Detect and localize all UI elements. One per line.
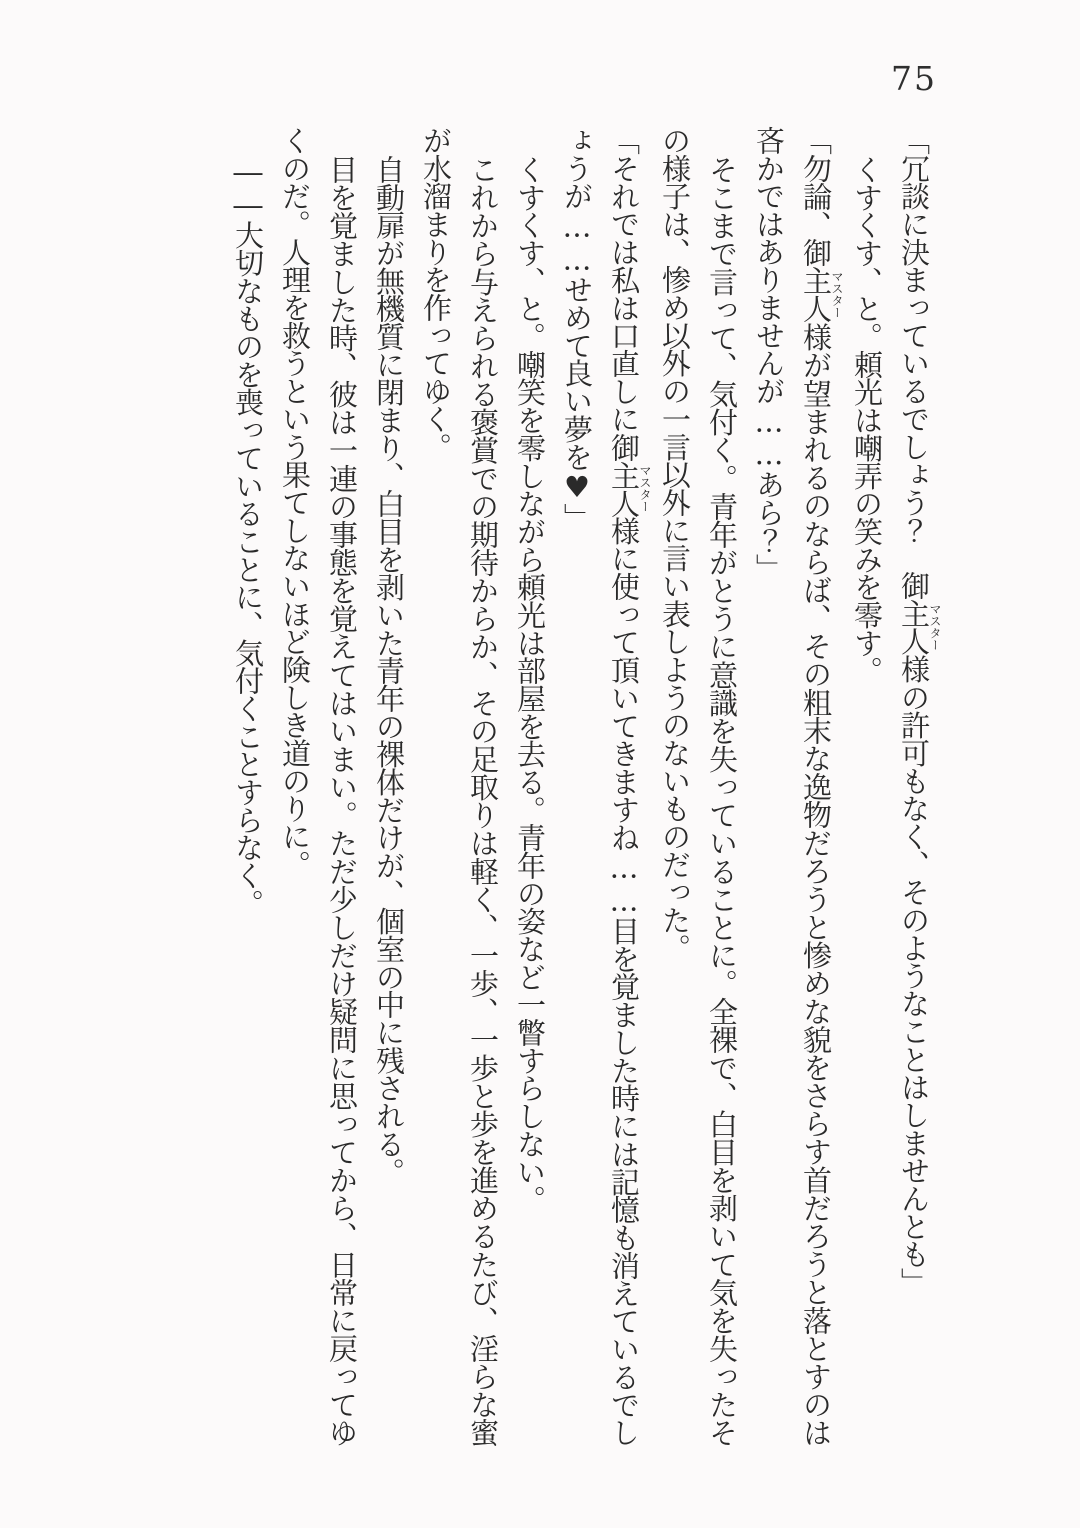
paragraph: くすくす、と。頼光は嘲弄の笑みを零す。	[850, 155, 884, 684]
page-number: 75	[891, 59, 937, 98]
paragraph: くすくす、と。嘲笑を零しながら頼光は部屋を去る。青年の姿など一瞥すらしない。	[513, 155, 547, 1213]
paragraph: 目を覚ました時、彼は一連の事態を覚えてはいまい。ただ少しだけ疑問に思ってから、日常に戻ってゆくのだ。人理を救うという果てしないほど険しき道のりに。	[278, 126, 359, 1446]
ruby-annotated-word: 御主人様マスター	[897, 571, 942, 683]
body-text	[224, 126, 941, 1446]
ruby-annotated-word: 御主人様マスター	[607, 432, 652, 545]
paragraph: 「冗談に決まっているでしょう？ 御主人様マスターの許可もなく、そのようなことはしませんとも」	[897, 126, 942, 1296]
paragraph: そこまで言って、気付く。青年がとうに意識を失っていることに。全裸で、白目を剥いて気を失ったその様子は、惨め以外の一言以外に言い表しようのないものだった。	[658, 126, 739, 1446]
paragraph: 「勿論、御主人様マスターが望まれるのならば、その粗末な逸物だろうと惨めな貌をさらす首だろうと落とすのは吝かではありませんが……あら？」	[752, 126, 844, 1446]
ruby-annotated-word: 御主人様マスター	[799, 238, 844, 351]
paragraph: 「それでは私は口直しに御主人様マスターに使って頂いてきますね……目を覚ました時には記憶も消えているでしょうが……せめて良い夢を♥」	[560, 126, 652, 1446]
paragraph: ――大切なものを喪っていることに、気付くことすらなく。	[231, 155, 265, 917]
paragraph: 自動扉が無機質に閉まり、白目を剥いた青年の裸体だけが、個室の中に残される。	[372, 155, 406, 1186]
paragraph: これから与えられる褒賞での期待からか、その足取りは軽く、一歩、一歩と歩を進めるたび、淫らな蜜が水溜まりを作ってゆく。	[419, 126, 500, 1446]
